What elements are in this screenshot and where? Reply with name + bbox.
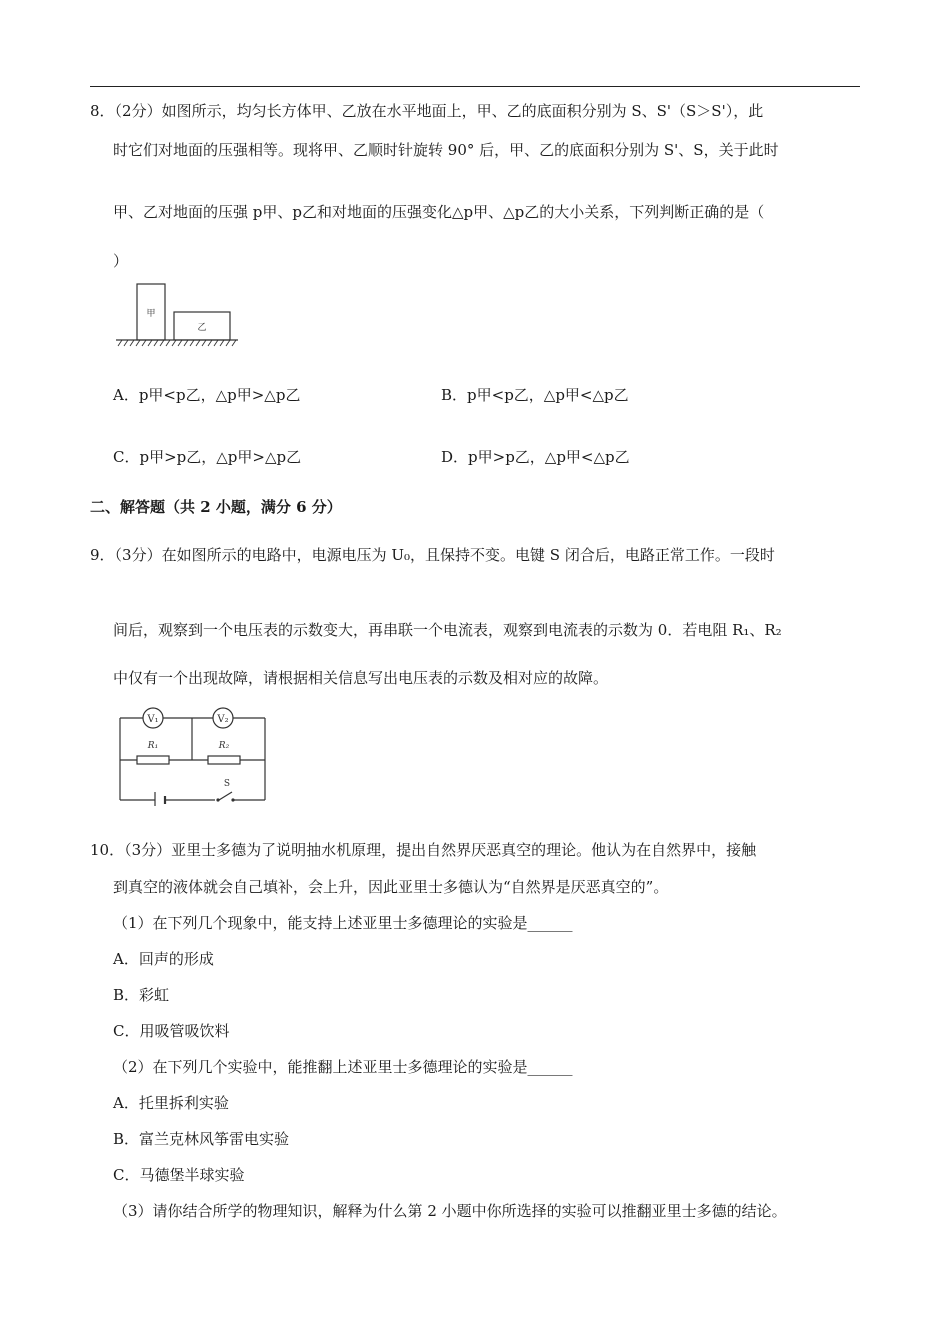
resistor-r2 (208, 756, 240, 764)
q10-sub-2-option-c: C．马德堡半球实验 (113, 1166, 245, 1184)
switch-pivot (216, 798, 219, 801)
battery-icon (155, 792, 165, 806)
ground-hatching (118, 340, 236, 346)
q10-sub-1-option-a: A．回声的形成 (113, 950, 214, 968)
q8-line-4: ） (113, 252, 129, 270)
q8-option-b: B．p甲<p乙，△p甲<△p乙 (441, 386, 629, 404)
q8-blocks-figure (112, 280, 242, 352)
top-rule (90, 86, 860, 87)
q9-circuit-diagram (115, 702, 270, 806)
switch-contact (231, 798, 234, 801)
q8-line-3: 甲、乙对地面的压强 p甲、p乙和对地面的压强变化△p甲、△p乙的大小关系，下列判断正确的是（ (113, 203, 765, 221)
q10-sub-1: （1）在下列几个现象中，能支持上述亚里士多德理论的实验是______ (113, 914, 573, 932)
q10-line-1: 10．（3分）亚里士多德为了说明抽水机原理，提出自然界厌恶真空的理论。他认为在自然界中，接触 (90, 841, 757, 859)
q8-line-2: 时它们对地面的压强相等。现将甲、乙顺时针旋转 90° 后，甲、乙的底面积分别为 S'、S，关于此时 (113, 141, 779, 159)
switch-label: S (223, 779, 231, 789)
q8-line-1: 8．（2分）如图所示，均匀长方体甲、乙放在水平地面上，甲、乙的底面积分别为 S、S'（S＞S'），此 (90, 102, 764, 120)
voltmeter-v1-label: V₁ (147, 714, 159, 725)
q9-line-3: 中仅有一个出现故障，请根据相关信息写出电压表的示数及相对应的故障。 (113, 669, 609, 687)
q8-option-a: A．p甲<p乙，△p甲>△p乙 (113, 386, 301, 404)
q10-sub-3: （3）请你结合所学的物理知识，解释为什么第 2 小题中你所选择的实验可以推翻亚里士多德的结论。 (113, 1202, 787, 1220)
resistor-r2-label: R₂ (218, 741, 230, 751)
q10-line-2: 到真空的液体就会自己填补，会上升，因此亚里士多德认为“自然界是厌恶真空的”。 (113, 878, 669, 896)
q9-line-1: 9．（3分）在如图所示的电路中，电源电压为 U₀，且保持不变。电键 S 闭合后，电路正常工作。一段时 (90, 546, 775, 564)
q8-option-d: D．p甲>p乙，△p甲<△p乙 (441, 448, 630, 466)
block-yi-label: 乙 (197, 323, 207, 333)
q9-line-2: 间后，观察到一个电压表的示数变大，再串联一个电流表，观察到电流表的示数为 0．若电阻 R₁、R₂ (113, 621, 782, 639)
section-2-title: 二、解答题（共 2 小题，满分 6 分） (90, 498, 342, 516)
q10-sub-1-option-c: C．用吸管吸饮料 (113, 1022, 230, 1040)
q10-sub-1-option-b: B．彩虹 (113, 986, 170, 1004)
block-jia-label: 甲 (146, 309, 156, 319)
q10-sub-2: （2）在下列几个实验中，能推翻上述亚里士多德理论的实验是______ (113, 1058, 573, 1076)
voltmeter-v2-label: V₂ (217, 714, 229, 725)
q10-sub-2-option-b: B．富兰克林风筝雷电实验 (113, 1130, 290, 1148)
resistor-r1-label: R₁ (147, 741, 159, 751)
resistor-r1 (137, 756, 169, 764)
q10-sub-2-option-a: A．托里拆利实验 (113, 1094, 229, 1112)
q8-option-c: C．p甲>p乙，△p甲>△p乙 (113, 448, 302, 466)
